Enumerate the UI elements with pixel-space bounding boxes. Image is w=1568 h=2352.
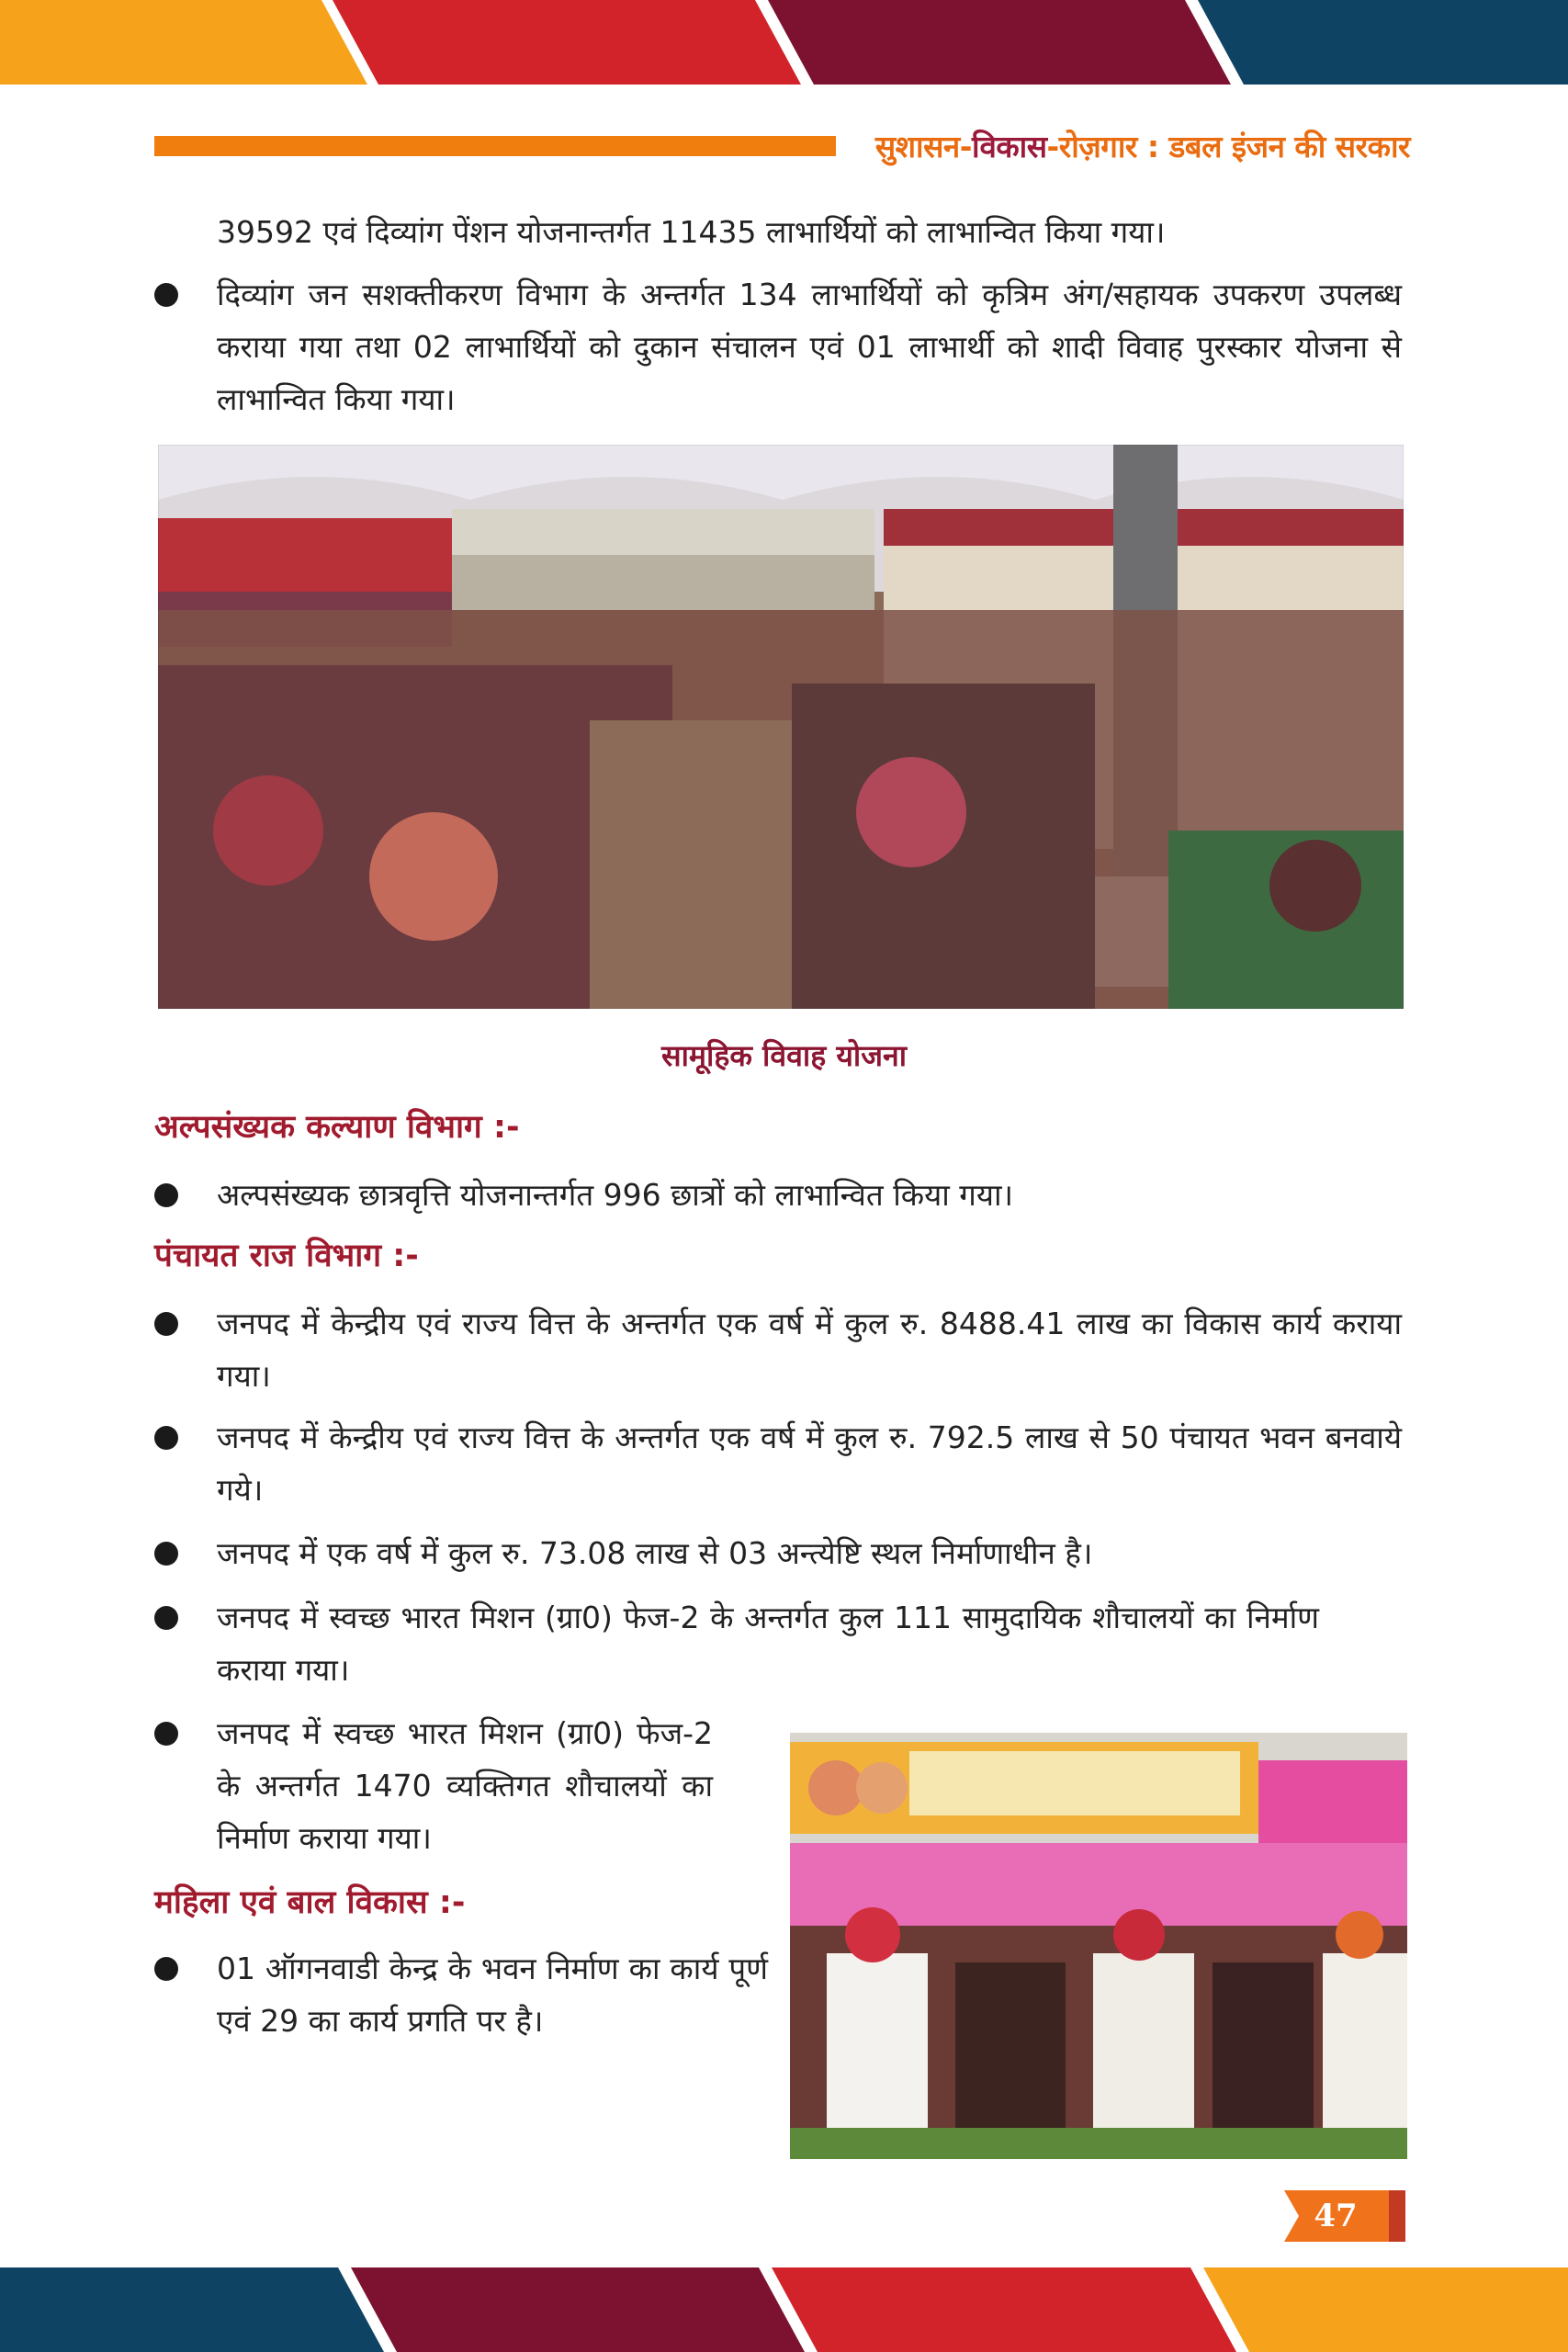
panchayat-item-3: जनपद में एक वर्ष में कुल रु. 73.08 लाख से 03 अन्त्येष्टि स्थल निर्माणाधीन है। bbox=[217, 1535, 1093, 1571]
header-title-part1: सुशासन- bbox=[874, 129, 972, 164]
women-child-item-1: 01 ऑगनवाडी केन्द्र के भवन निर्माण का कार्य पूर्ण एवं 29 का कार्य प्रगति पर है। bbox=[217, 1951, 768, 2039]
header-title bbox=[875, 125, 1410, 166]
panchayat-item-4: जनपद में स्वच्छ भारत मिशन (ग्रा0) फेज-2 के अन्तर्गत कुल 111 सामुदायिक शौचालयों का निर्माण कराया गया। bbox=[217, 1600, 1319, 1688]
bullet-dot bbox=[154, 1957, 178, 1981]
photo-caption: सामूहिक विवाह योजना bbox=[661, 1038, 907, 1073]
header-title-part2: विकास bbox=[971, 129, 1047, 164]
header-rule bbox=[154, 136, 836, 156]
top-color-band bbox=[0, 0, 1568, 85]
bullet-dot bbox=[154, 1312, 178, 1336]
bottom-color-band bbox=[0, 2267, 1568, 2352]
bullet-dot bbox=[154, 1426, 178, 1450]
bullet-dot bbox=[154, 1183, 178, 1207]
section-heading-minority-welfare: अल्पसंख्यक कल्याण विभाग :- bbox=[154, 1109, 520, 1146]
section-heading-women-child: महिला एवं बाल विकास :- bbox=[154, 1884, 466, 1921]
panchayat-item-5: जनपद में स्वच्छ भारत मिशन (ग्रा0) फेज-2 के अन्तर्गत 1470 व्यक्तिगत शौचालयों का निर्माण कराया गया। bbox=[217, 1715, 713, 1856]
section-heading-panchayat-raj: पंचायत राज विभाग :- bbox=[154, 1238, 419, 1274]
bullet-dot bbox=[154, 1542, 178, 1566]
panchayat-item-2: जनपद में केन्द्रीय एवं राज्य वित्त के अन्तर्गत एक वर्ष में कुल रु. 792.5 लाख से 50 पंचायत भवन बनवाये गये। bbox=[217, 1419, 1402, 1508]
bullet-dot bbox=[154, 283, 178, 307]
mass-wedding-photo bbox=[158, 445, 1404, 1009]
bullet-dot bbox=[154, 1722, 178, 1746]
intro-continuation: 39592 एवं दिव्यांग पेंशन योजनान्तर्गत 11435 लाभार्थियों को लाभान्वित किया गया। bbox=[217, 214, 1166, 250]
bullet-dot bbox=[154, 1606, 178, 1630]
intro-bullet-text: दिव्यांग जन सशक्तीकरण विभाग के अन्तर्गत 134 लाभार्थियों को कृत्रिम अंग/सहायक उपकरण उपलब्ध कराया गया तथा 02 लाभार्थियों को दुकान संचालन एवं 01 लाभार्थी को शादी विवाह पुरस्कार योजना से लाभान्वित किया गया। bbox=[217, 277, 1402, 417]
page-number: 47 bbox=[1314, 2198, 1358, 2234]
women-event-photo bbox=[790, 1733, 1407, 2159]
minority-item-1: अल्पसंख्यक छात्रवृत्ति योजनान्तर्गत 996 छात्रों को लाभान्वित किया गया। bbox=[217, 1177, 1014, 1213]
panchayat-item-1: जनपद में केन्द्रीय एवं राज्य वित्त के अन्तर्गत एक वर्ष में कुल रु. 8488.41 लाख का विकास कार्य कराया गया। bbox=[217, 1306, 1402, 1394]
header-title-part3: -रोज़गार : डबल इंजन की सरकार bbox=[1046, 129, 1410, 164]
